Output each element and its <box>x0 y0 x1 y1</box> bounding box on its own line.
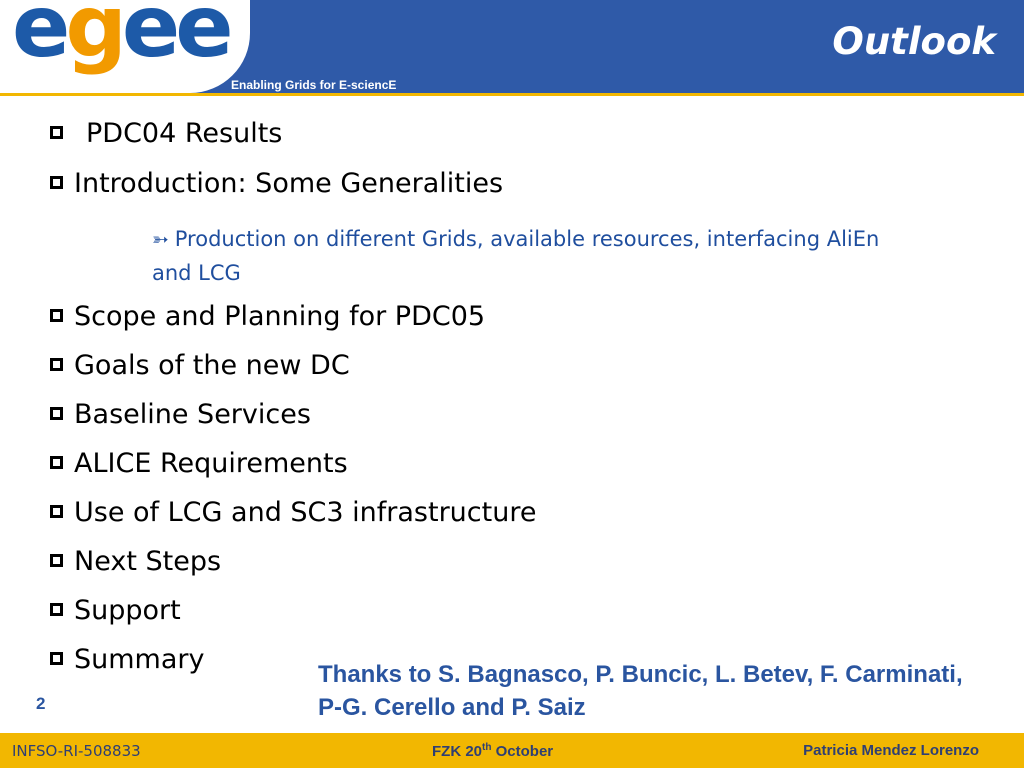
header-stripe <box>0 93 1024 96</box>
list-item: Introduction: Some Generalities <box>50 170 503 197</box>
list-item: Support <box>50 597 181 624</box>
footer-event: FZK 20th October <box>432 742 554 760</box>
egee-logo: egee <box>12 0 229 77</box>
list-item: ALICE Requirements <box>50 450 348 477</box>
square-bullet-icon <box>50 456 63 469</box>
square-bullet-icon <box>50 652 63 665</box>
footer-project-id: INFSO-RI-508833 <box>12 742 141 760</box>
logo-panel <box>0 0 250 93</box>
tagline: Enabling Grids for E-sciencE <box>231 78 397 92</box>
square-bullet-icon <box>50 309 63 322</box>
acknowledgements: Thanks to S. Bagnasco, P. Buncic, L. Betev, F. Carminati, P-G. Cerello and P. Saiz <box>318 661 963 721</box>
square-bullet-icon <box>50 126 63 139</box>
square-bullet-icon <box>50 358 63 371</box>
list-item: PDC04 Results <box>50 120 282 147</box>
list-item: Baseline Services <box>50 401 311 428</box>
square-bullet-icon <box>50 603 63 616</box>
footer-bar <box>0 733 1024 768</box>
list-item: Next Steps <box>50 548 221 575</box>
square-bullet-icon <box>50 407 63 420</box>
square-bullet-icon <box>50 505 63 518</box>
list-item: Goals of the new DC <box>50 352 350 379</box>
arrow-bullet-icon: ➳ <box>152 227 169 251</box>
page-number: 2 <box>36 694 46 713</box>
list-item: Use of LCG and SC3 infrastructure <box>50 499 536 526</box>
square-bullet-icon <box>50 554 63 567</box>
slide-title: Outlook <box>832 20 996 63</box>
sub-item: ➳ Production on different Grids, available resources, interfacing AliEn and LCG <box>152 227 880 285</box>
list-item: Summary <box>50 646 204 673</box>
list-item: Scope and Planning for PDC05 <box>50 303 485 330</box>
footer-author: Patricia Mendez Lorenzo <box>803 742 979 759</box>
square-bullet-icon <box>50 176 63 189</box>
